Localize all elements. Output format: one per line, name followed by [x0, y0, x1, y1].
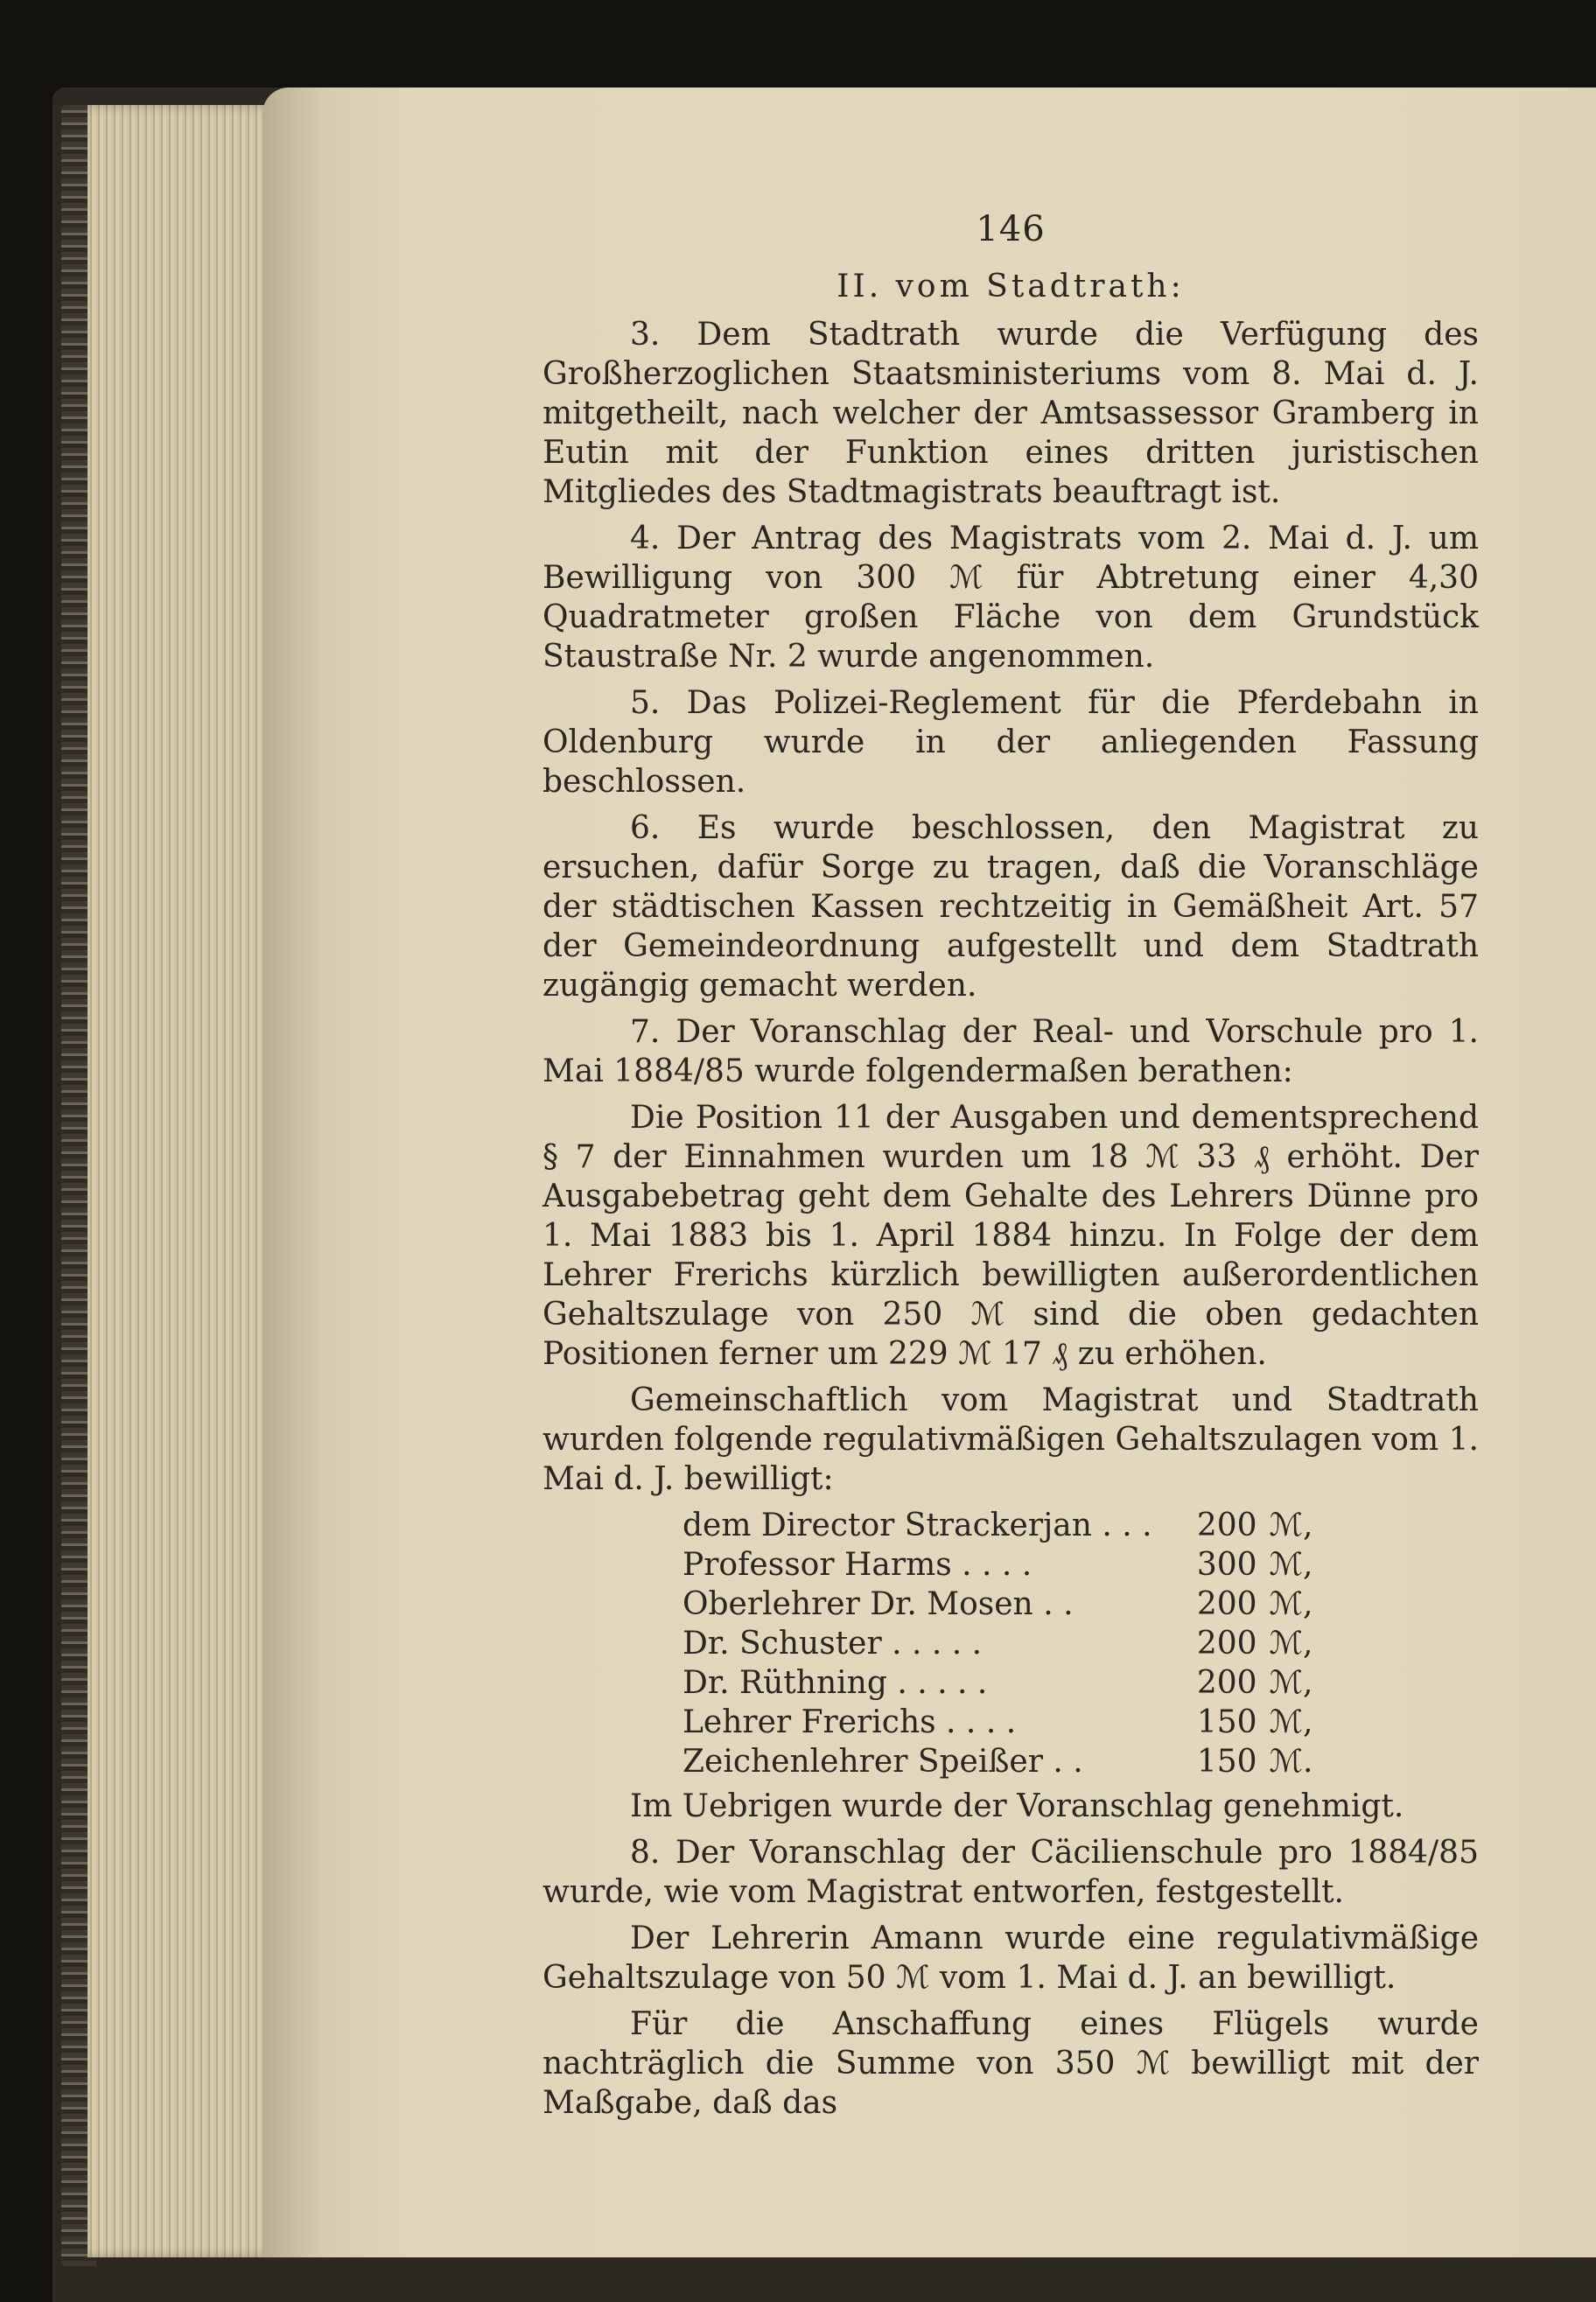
salary-row: [682, 1742, 1340, 1781]
page-edges: [88, 105, 289, 2257]
salary-unit: ℳ,: [1269, 1626, 1313, 1662]
salary-unit: ℳ,: [1269, 1704, 1313, 1740]
paragraph-item-4: 4. Der Antrag des Magistrats vom 2. Mai d. J. um Bewilligung von 300 ℳ für Abtretung einer 4,30 Quadratmeter großen Fläche von dem Grundstück Staustraße Nr. 2 wurde angenommen.: [542, 521, 1479, 675]
salary-row: [682, 1703, 1340, 1742]
salary-name: Oberlehrer Dr. Mosen . .: [682, 1586, 1074, 1622]
salary-name: Professor Harms . . . .: [682, 1547, 1032, 1583]
paragraph-item-7: 7. Der Voranschlag der Real- und Vorschule pro 1. Mai 1884/85 wurde folgendermaßen berathen:: [542, 1014, 1479, 1089]
salary-unit: ℳ,: [1269, 1665, 1313, 1701]
paragraph-salary-intro: Gemeinschaftlich vom Magistrat und Stadtrath wurden folgende regulativmäßigen Gehaltszulagen vom 1. Mai d. J. bewilligt:: [542, 1382, 1479, 1497]
salary-unit: ℳ.: [1269, 1744, 1313, 1780]
paragraph-teacher-amann: Der Lehrerin Amann wurde eine regulativmäßige Gehaltszulage von 50 ℳ vom 1. Mai d. J. an bewilligt.: [542, 1921, 1479, 1996]
salary-unit: ℳ,: [1269, 1508, 1313, 1543]
salary-name: Zeichenlehrer Speißer . .: [682, 1744, 1083, 1780]
page-text: [542, 210, 1479, 2130]
paragraph-item-6: 6. Es wurde beschlossen, den Magistrat zu ersuchen, dafür Sorge zu tragen, daß die Voranschläge der städtischen Kassen rechtzeitig in Gemäßheit Art. 57 der Gemeindeordnung aufgestellt und dem Stadtrath zugängig gemacht werden.: [542, 810, 1479, 1004]
salary-row: [682, 1545, 1340, 1585]
salary-amount: 200: [1196, 1586, 1257, 1622]
salary-row: [682, 1585, 1340, 1624]
section-title: II. vom Stadtrath:: [836, 269, 1185, 304]
salary-name: Lehrer Frerichs . . . .: [682, 1704, 1017, 1740]
salary-amount: 200: [1196, 1626, 1257, 1662]
salary-amount: 200: [1196, 1508, 1257, 1543]
salary-name: Dr. Schuster . . . . .: [682, 1626, 983, 1662]
salary-amount: 200: [1196, 1665, 1257, 1701]
salary-amount: 150: [1196, 1704, 1257, 1740]
salary-amount: 150: [1196, 1744, 1257, 1780]
paragraph-remaining-approved: Im Uebrigen wurde der Voranschlag genehmigt.: [630, 1788, 1404, 1824]
salary-unit: ℳ,: [1269, 1547, 1313, 1583]
salary-unit: ℳ,: [1269, 1586, 1313, 1622]
salary-name: dem Director Strackerjan . . .: [682, 1508, 1152, 1543]
salary-table: [682, 1506, 1340, 1781]
paragraph-item-8: 8. Der Voranschlag der Cäcilienschule pro 1884/85 wurde, wie vom Magistrat entworfen, festgestellt.: [542, 1835, 1479, 1910]
salary-name: Dr. Rüthning . . . . .: [682, 1665, 988, 1701]
page-number: 146: [976, 209, 1046, 249]
paragraph-item-3: 3. Dem Stadtrath wurde die Verfügung des Großherzoglichen Staatsministeriums vom 8. Mai d. J. mitgetheilt, nach welcher der Amtsassessor Gramberg in Eutin mit der Funktion eines dritten juristischen Mitgliedes des Stadtmagistrats beauftragt ist.: [542, 317, 1479, 510]
salary-row: [682, 1624, 1340, 1663]
paragraph-piano-purchase: Für die Anschaffung eines Flügels wurde nachträglich die Summe von 350 ℳ bewilligt mit der Maßgabe, daß das: [542, 2006, 1479, 2121]
salary-row: [682, 1663, 1340, 1703]
salary-amount: 300: [1196, 1547, 1257, 1583]
paragraph-item-5: 5. Das Polizei-Reglement für die Pferdebahn in Oldenburg wurde in der anliegenden Fassung beschlossen.: [542, 685, 1479, 800]
salary-row: [682, 1506, 1340, 1545]
paragraph-position-11: Die Position 11 der Ausgaben und dementsprechend § 7 der Einnahmen wurden um 18 ℳ 33 ₰ erhöht. Der Ausgabebetrag geht dem Gehalte des Lehrers Dünne pro 1. Mai 1883 bis 1. April 1884 hinzu. In Folge der dem Lehrer Frerichs kürzlich bewilligten außerordentlichen Gehaltszulage von 250 ℳ sind die oben gedachten Positionen ferner um 229 ℳ 17 ₰ zu erhöhen.: [542, 1100, 1479, 1372]
